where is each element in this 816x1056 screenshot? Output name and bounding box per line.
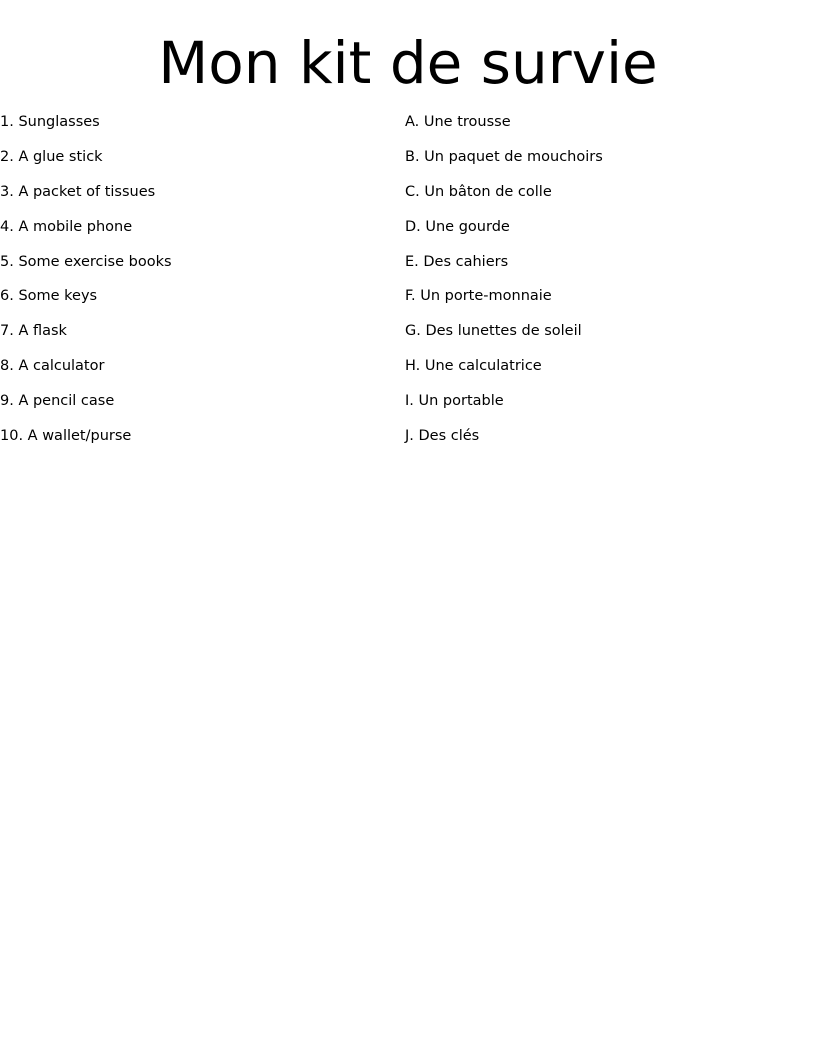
english-item: 8. A calculator <box>0 358 105 375</box>
french-item: C. Un bâton de colle <box>405 183 552 200</box>
french-items-list <box>405 112 805 461</box>
english-item: 9. A pencil case <box>0 393 115 410</box>
english-item: 5. Some exercise books <box>0 253 172 270</box>
french-item: H. Une calculatrice <box>405 358 542 375</box>
english-item: 10. A wallet/purse <box>0 428 132 445</box>
french-item: D. Une gourde <box>405 218 510 235</box>
french-item: F. Un porte-monnaie <box>405 288 552 305</box>
english-item: 3. A packet of tissues <box>0 183 156 200</box>
english-item: 4. A mobile phone <box>0 218 133 235</box>
french-item: G. Des lunettes de soleil <box>405 323 582 340</box>
french-item: J. Des clés <box>405 428 480 445</box>
english-item: 1. Sunglasses <box>0 114 100 130</box>
english-item: 6. Some keys <box>0 288 98 305</box>
english-item: 7. A flask <box>0 323 67 340</box>
french-item: I. Un portable <box>405 393 504 410</box>
page-title: Mon kit de survie <box>158 29 658 97</box>
english-items-list <box>0 112 380 461</box>
french-item: B. Un paquet de mouchoirs <box>405 148 603 165</box>
french-item: E. Des cahiers <box>405 253 509 270</box>
english-item: 2. A glue stick <box>0 148 103 165</box>
french-item: A. Une trousse <box>405 114 511 130</box>
